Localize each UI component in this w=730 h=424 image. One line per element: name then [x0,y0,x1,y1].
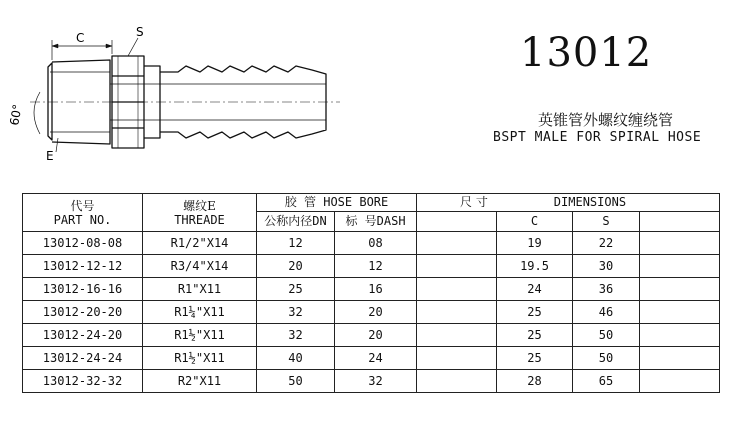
cell-empty [640,232,720,255]
cell-s: 22 [573,232,640,255]
header-dn: 公称内径DN [257,212,335,232]
cell-dn: 25 [257,278,335,301]
cell-c: 25 [497,301,573,324]
cell-empty [417,347,497,370]
cell-dn: 40 [257,347,335,370]
cell-part: 13012-24-20 [23,324,143,347]
header-c: C [497,212,573,232]
cell-part: 13012-20-20 [23,301,143,324]
cell-s: 36 [573,278,640,301]
cell-s: 46 [573,301,640,324]
cell-c: 19 [497,232,573,255]
table-header-row [23,194,720,212]
cell-thread: R1¼"X11 [143,301,257,324]
table-row [23,278,720,301]
table-row [23,232,720,255]
cell-empty [417,301,497,324]
header-s: S [573,212,640,232]
cell-part: 13012-12-12 [23,255,143,278]
table-row [23,324,720,347]
cell-thread: R1½"X11 [143,347,257,370]
cell-dash: 16 [335,278,417,301]
cell-part: 13012-32-32 [23,370,143,393]
table-row [23,347,720,370]
fitting-drawing [0,0,360,185]
cell-empty [417,232,497,255]
header-thread: 螺纹E THREADE [143,194,257,232]
cell-dash: 12 [335,255,417,278]
cell-empty [417,370,497,393]
male-thread-end [48,63,52,140]
cell-dn: 12 [257,232,335,255]
cell-empty [417,278,497,301]
header-dash: 标 号DASH [335,212,417,232]
cell-empty [417,324,497,347]
cell-empty [640,278,720,301]
dimension-c-label: C [76,31,85,45]
angle-label: 60° [7,103,25,127]
part-number-title: 13012 [520,30,653,76]
cell-empty [640,301,720,324]
cell-dash: 20 [335,324,417,347]
cell-dash: 32 [335,370,417,393]
cell-s: 30 [573,255,640,278]
cell-part: 13012-08-08 [23,232,143,255]
cell-dash: 08 [335,232,417,255]
table-row [23,255,720,278]
dimension-s-label: S [136,25,144,39]
header-empty [417,212,497,232]
cell-c: 19.5 [497,255,573,278]
cell-dn: 32 [257,324,335,347]
cell-c: 25 [497,347,573,370]
cell-c: 28 [497,370,573,393]
product-title-cn: 英锥管外螺纹缠绕管 [538,111,674,129]
header-part-no: 代号 PART NO. [23,194,143,232]
cell-empty [640,255,720,278]
cell-c: 25 [497,324,573,347]
table-row [23,370,720,393]
cell-empty [640,347,720,370]
thread-e-label: E [46,149,54,163]
cell-dash: 20 [335,301,417,324]
cell-part: 13012-24-24 [23,347,143,370]
cell-dn: 32 [257,301,335,324]
cell-thread: R1/2"X14 [143,232,257,255]
spec-table [22,193,720,393]
cell-s: 50 [573,324,640,347]
cell-thread: R3/4"X14 [143,255,257,278]
cell-dn: 50 [257,370,335,393]
header-dimensions: 尺 寸 DIMENSIONS [417,194,720,212]
cell-s: 50 [573,347,640,370]
header-hose-bore: 胶 管 HOSE BORE [257,194,417,212]
cell-dn: 20 [257,255,335,278]
header-empty [640,212,720,232]
cell-dash: 24 [335,347,417,370]
table-row [23,301,720,324]
cell-thread: R1"X11 [143,278,257,301]
cell-empty [417,255,497,278]
cell-part: 13012-16-16 [23,278,143,301]
cell-empty [640,324,720,347]
cell-thread: R1½"X11 [143,324,257,347]
product-title-en: BSPT MALE FOR SPIRAL HOSE [493,130,702,145]
cell-c: 24 [497,278,573,301]
cell-thread: R2"X11 [143,370,257,393]
cell-empty [640,370,720,393]
cell-s: 65 [573,370,640,393]
